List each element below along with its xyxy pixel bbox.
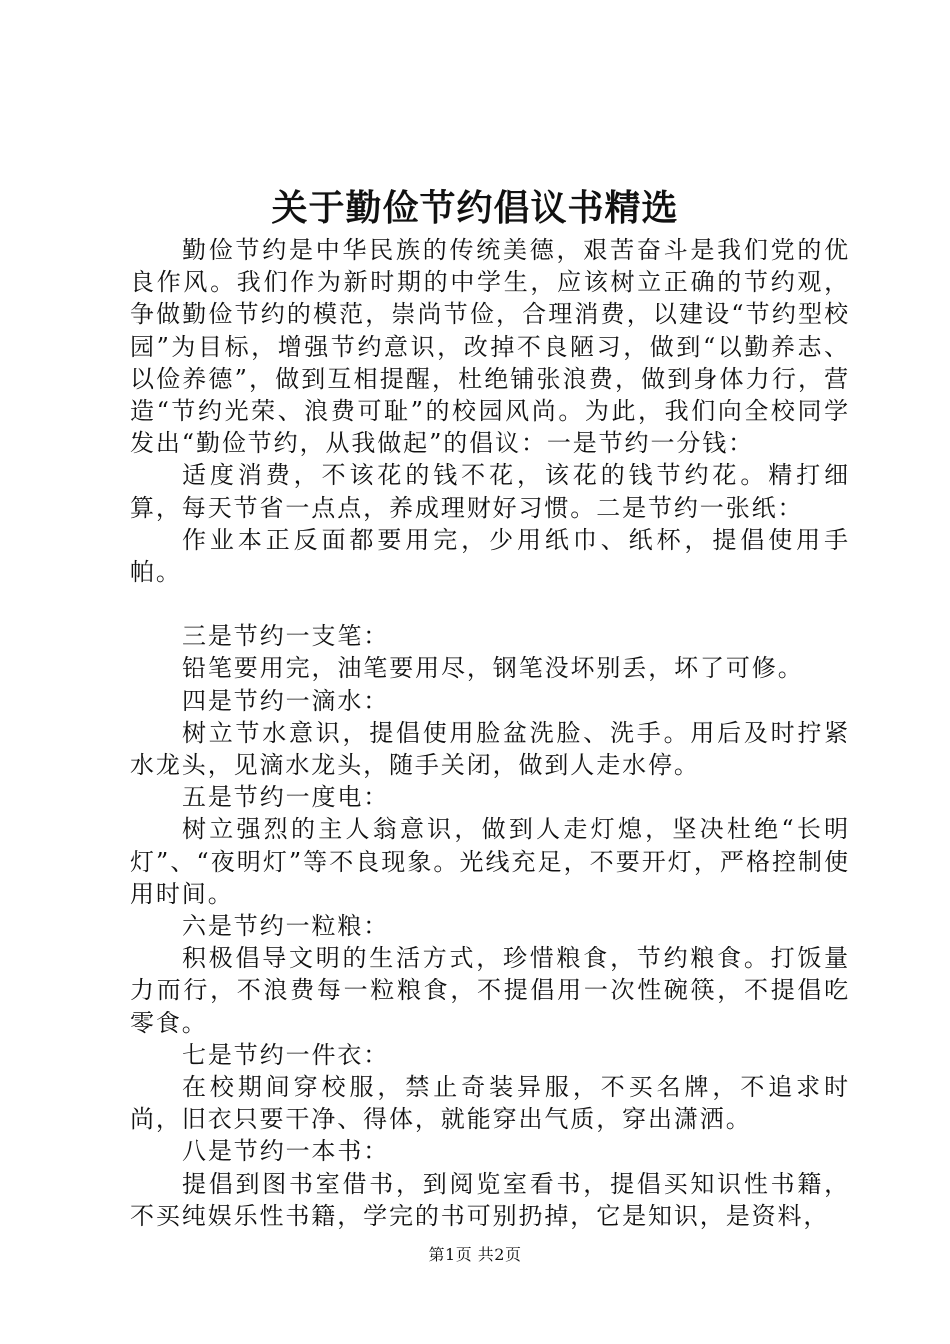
section-heading: 七是节约一件衣： [182,1040,390,1069]
document-body [130,234,850,1232]
paragraph: 在校期间穿校服，禁止奇装异服，不买名牌，不追求时尚，旧衣只要干净、得体，就能穿出气质，穿出潇洒。 [130,1073,850,1134]
section-heading: 六是节约一粒粮： [182,912,390,941]
paragraph: 勤俭节约是中华民族的传统美德，艰苦奋斗是我们党的优良作风。我们作为新时期的中学生，应该树立正确的节约观，争做勤俭节约的模范，崇尚节俭，合理消费，以建设“节约型校园”为目标，增强节约意识，改掉不良陋习，做到“以勤养志、以俭养德”，做到互相提醒，杜绝铺张浪费，做到身体力行，营造“节约光荣、浪费可耻”的校园风尚。为此，我们向全校同学发出“勤俭节约，从我做起”的倡议：一是节约一分钱： [130,236,850,458]
section-heading: 三是节约一支笔： [182,622,390,651]
paragraph: 提倡到图书室借书，到阅览室看书，提倡买知识性书籍，不买纯娱乐性书籍，学完的书可别扔掉，它是知识，是资料， [130,1169,850,1230]
document-title: 关于勤俭节约倡议书精选 [271,187,679,229]
paragraph: 铅笔要用完，油笔要用尽，钢笔没坏别丢，坏了可修。 [182,654,804,683]
page-footer: 第1页 共2页 [428,1245,522,1264]
section-heading: 四是节约一滴水： [182,686,390,715]
paragraph: 积极倡导文明的生活方式，珍惜粮食，节约粮食。打饭量力而行，不浪费每一粒粮食，不提倡用一次性碗筷，不提倡吃零食。 [130,944,850,1037]
paragraph: 适度消费，不该花的钱不花，该花的钱节约花。精打细算，每天节省一点点，养成理财好习惯。二是节约一张纸： [130,461,850,522]
section-heading: 八是节约一本书： [182,1137,390,1166]
section-heading: 五是节约一度电： [182,783,390,812]
paragraph: 树立节水意识，提倡使用脸盆洗脸、洗手。用后及时拧紧水龙头，见滴水龙头，随手关闭，做到人走水停。 [130,718,850,780]
paragraph: 树立强烈的主人翁意识，做到人走灯熄，坚决杜绝“长明灯”、“夜明灯”等不良现象。光线充足，不要开灯，严格控制使用时间。 [130,815,850,908]
paragraph: 作业本正反面都要用完，少用纸巾、纸杯，提倡使用手帕。 [130,525,850,587]
